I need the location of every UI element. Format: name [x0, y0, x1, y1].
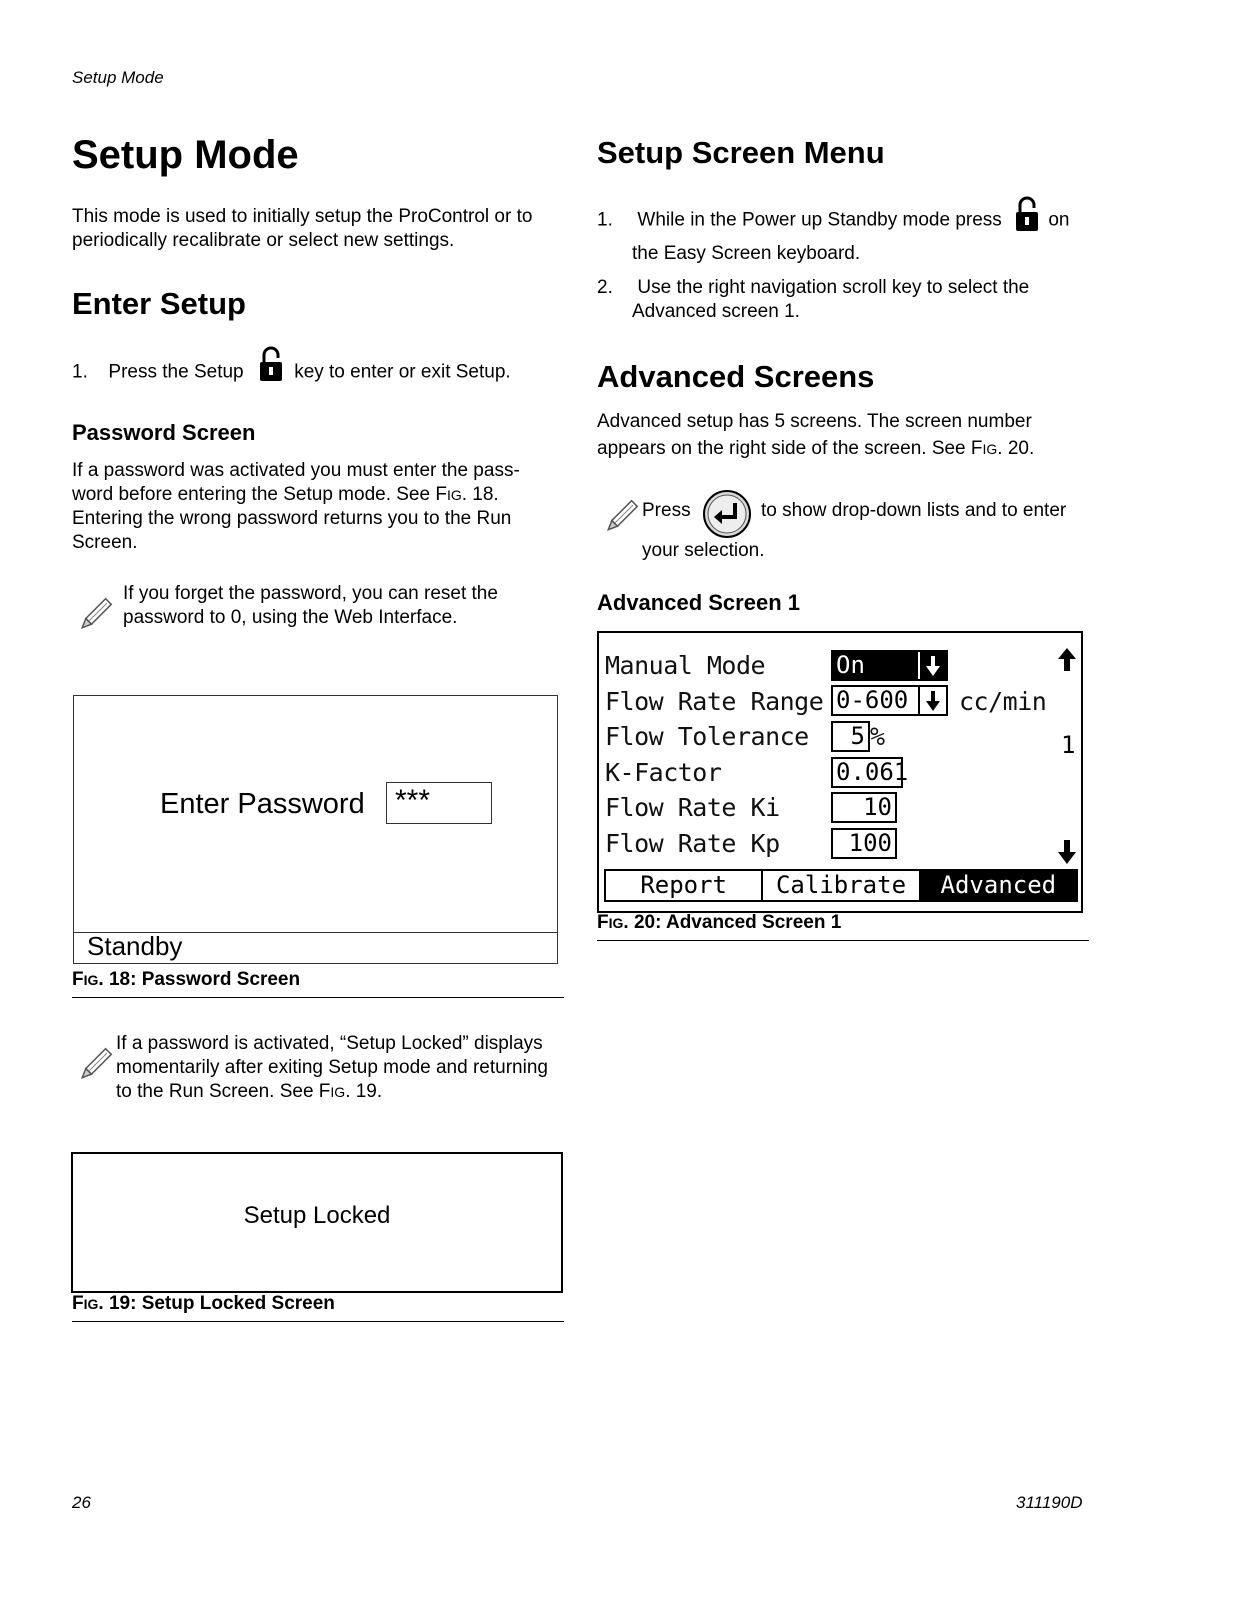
pencil-note-icon — [74, 1044, 116, 1091]
flow-tolerance-unit: % — [870, 722, 885, 751]
password-screen-figure — [73, 695, 558, 964]
setup-screen-menu-heading: Setup Screen Menu — [597, 135, 885, 170]
advanced-screens-heading: Advanced Screens — [597, 359, 875, 394]
lcd-label-flow-tolerance: Flow Tolerance — [605, 722, 809, 751]
enter-setup-heading: Enter Setup — [72, 286, 246, 321]
flow-rate-range-dropdown[interactable]: 0-600 — [831, 685, 948, 716]
lcd-label-k-factor: K-Factor — [605, 758, 722, 787]
password-line-2: word before entering the Setup mode. See FIG. 18. — [72, 484, 499, 505]
advanced-screen-1-heading: Advanced Screen 1 — [597, 590, 800, 615]
tab-advanced[interactable]: Advanced — [921, 871, 1076, 900]
up-arrow-icon[interactable] — [1057, 647, 1077, 677]
note-enter-text-line2: your selection. — [642, 540, 765, 561]
flow-rate-ki-field[interactable]: 10 — [831, 792, 897, 823]
password-line-4: Screen. — [72, 532, 138, 553]
intro-line-1: This mode is used to initially setup the ProControl or to — [72, 206, 533, 227]
step-text-pre: Press the Setup — [108, 361, 244, 383]
running-header: Setup Mode — [72, 68, 164, 87]
intro-line-2: periodically recalibrate or select new settings. — [72, 230, 455, 251]
lock-icon — [257, 345, 285, 390]
note-forgot-password — [123, 582, 563, 630]
enter-key-icon — [702, 489, 752, 544]
note2-line-2: momentarily after exiting Setup mode and returning — [116, 1057, 548, 1078]
status-standby: Standby — [87, 931, 183, 961]
step-text-post: key to enter or exit Setup. — [294, 361, 511, 383]
manual-mode-dropdown[interactable]: On — [831, 650, 948, 681]
note-setup-locked — [116, 1032, 566, 1104]
note1-line-2: password to 0, using the Web Interface. — [123, 607, 458, 628]
flow-rate-kp-field[interactable]: 100 — [831, 828, 897, 859]
password-screen-heading: Password Screen — [72, 420, 256, 445]
lcd-label-flow-rate-ki: Flow Rate Ki — [605, 793, 780, 822]
tab-calibrate[interactable]: Calibrate — [763, 871, 920, 900]
enter-password-label: Enter Password — [160, 788, 365, 820]
note1-line-1: If you forget the password, you can reset the — [123, 583, 498, 604]
lock-icon — [1013, 195, 1041, 240]
down-arrow-icon[interactable] — [1057, 839, 1077, 869]
password-line-3: Entering the wrong password returns you to the Run — [72, 508, 512, 529]
flow-rate-unit: cc/min — [959, 687, 1047, 716]
setup-locked-figure — [71, 1152, 563, 1293]
lcd-label-flow-rate-range: Flow Rate Range — [605, 687, 824, 716]
note-press-label: Press — [642, 500, 691, 521]
fig20-caption: FIG. 20: Advanced Screen 1 — [597, 912, 1089, 941]
tab-report[interactable]: Report — [606, 871, 763, 900]
fig18-caption: FIG. 18: Password Screen — [72, 969, 564, 998]
page-number: 26 — [72, 1493, 91, 1512]
note-enter-text: to show drop-down lists and to enter — [761, 500, 1067, 521]
note2-line-1: If a password is activated, “Setup Locked” displays — [116, 1033, 543, 1054]
k-factor-field[interactable]: 0.061 — [831, 757, 903, 788]
document-number: 311190D — [1016, 1493, 1083, 1512]
menu-step-2: 2. Use the right navigation scroll key to select the Advanced screen 1. — [597, 277, 1030, 322]
enter-setup-step — [72, 355, 572, 390]
chevron-down-icon[interactable] — [918, 687, 946, 714]
setup-locked-text: Setup Locked — [243, 1202, 391, 1229]
pencil-note-icon — [74, 594, 116, 641]
password-line-1: If a password was activated you must enter the pass- — [72, 460, 520, 481]
pencil-note-icon — [600, 496, 642, 543]
intro-paragraph — [72, 205, 562, 253]
advanced-paragraph: Advanced setup has 5 screens. The screen number appears on the right side of the screen. See FIG. 20. — [597, 411, 1035, 459]
page-title: Setup Mode — [72, 133, 299, 177]
step-number: 1. — [72, 361, 88, 383]
chevron-down-icon[interactable] — [918, 652, 946, 679]
screen-tabs — [604, 869, 1078, 902]
lcd-label-manual-mode: Manual Mode — [605, 651, 766, 680]
screen-number: 1 — [1061, 731, 1076, 759]
password-field[interactable]: *** — [386, 782, 492, 824]
advanced-screen-lcd — [597, 631, 1083, 913]
menu-step-1: 1. While in the Power up Standby mode press on the Easy Screen keyboard. — [597, 201, 1097, 266]
flow-tolerance-field[interactable]: 5 — [831, 721, 870, 752]
fig19-caption: FIG. 19: Setup Locked Screen — [72, 1293, 564, 1322]
note2-line-3: to the Run Screen. See FIG. 19. — [116, 1081, 383, 1102]
password-paragraph — [72, 459, 562, 555]
lcd-label-flow-rate-kp: Flow Rate Kp — [605, 829, 780, 858]
